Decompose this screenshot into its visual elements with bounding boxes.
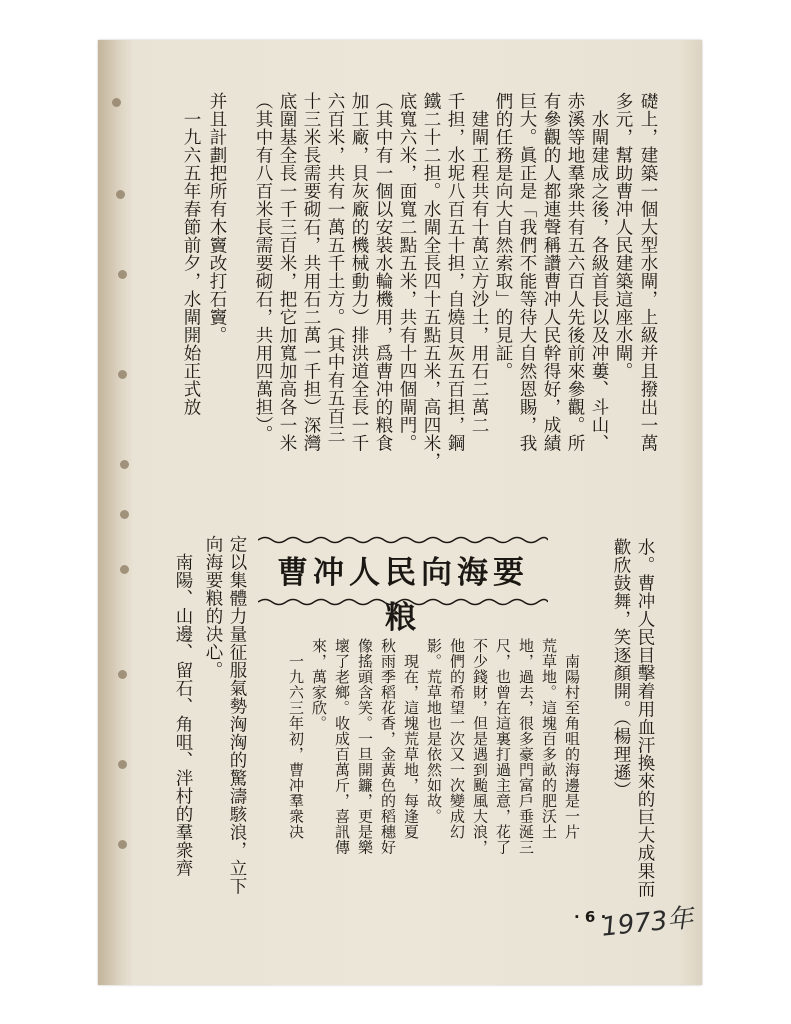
text-column: 并且計劃把所有木竇改打石竇。 [207, 92, 227, 344]
document-page [98, 40, 702, 985]
text-column: 不少錢財，但是遇到颱風大浪， [471, 638, 489, 855]
text-column: 水閘建成之後，各級首長以及冲蔞、斗山、 [589, 92, 609, 452]
text-column: 現在，這塊荒草地，每逢夏 [402, 638, 420, 840]
text-column: 來，萬家欣。 [310, 638, 328, 731]
binding-hole [112, 98, 121, 107]
text-column: 他們的希望一次又一次變成幻 [448, 638, 466, 840]
text-column: 六百米，共有一萬五千土方。（其中有五百三 [325, 92, 345, 444]
text-column: 底寬六米，面寬二點五米，共有十四個閘門。 [397, 92, 417, 452]
text-column: 建閘工程共有十萬立方沙土，用石二萬二 [469, 92, 489, 434]
text-column: 一九六三年初，曹冲羣衆决 [287, 638, 305, 840]
text-column: 一九六五年春節前夕，水閘開始正式放 [181, 92, 201, 416]
text-column: 鐵二十二担。水閘全長四十五點五米，高四米， [421, 92, 441, 470]
article-title: 曹冲人民向海要粮 [277, 555, 529, 636]
text-column: 影。荒草地也是依然如故。 [425, 638, 443, 824]
text-column: 多元，幫助曹冲人民建築這座水閘。 [613, 92, 633, 380]
handwritten-note: 1973年 [599, 903, 695, 943]
binding-hole [120, 565, 129, 574]
text-column: 加工廠，貝灰廠的機械動力）排洪道全長一千 [349, 92, 369, 452]
binding-hole [118, 270, 127, 279]
text-column: 們的任務是向大自然索取」的見証。 [493, 92, 513, 380]
text-column: 向海要粮的决心。 [203, 535, 223, 679]
text-column: 定以集體力量征服氣勢洶洶的驚濤駭浪，立下 [227, 535, 247, 895]
page-number: · 6 · [574, 908, 607, 926]
text-column: 尺，也曾在這裏打過主意，花了 [494, 638, 512, 855]
text-column: 南陽村至角咀的海邊是一片 [563, 638, 581, 840]
text-column: （其中有八百米長需要砌石，共用四萬担）。 [253, 92, 273, 444]
decorative-wave-line [258, 535, 548, 545]
text-column: 地，過去，很多豪門富戶垂涎三 [517, 638, 535, 855]
binding-hole [120, 510, 129, 519]
text-column: 礎上，建築一個大型水閘，上級并且撥出一萬 [638, 92, 658, 452]
binding-hole [118, 840, 127, 849]
binding-hole [118, 370, 127, 379]
text-column: （其中有一個以安裝水輪機用，爲曹冲的粮食 [373, 92, 393, 452]
article-title-block [258, 535, 548, 636]
text-column: 赤溪等地羣衆共有五六百人先後前來參觀。所 [565, 92, 585, 452]
text-column: 壞了老鄉。收成百萬斤，喜訊傳 [333, 638, 351, 855]
text-column: 水。曹冲人民目擊着用血汗換來的巨大成果而 [635, 538, 655, 898]
binding-hole [116, 190, 125, 199]
text-column: 像搖頭含笑。一旦開鐮，更是樂 [356, 638, 374, 855]
text-column: 巨大。眞正是「我們不能等待大自然恩賜，我 [517, 92, 537, 452]
binding-hole [118, 670, 127, 679]
text-column: 底圍基全長一千三百米，把它加寬加高各一米 [277, 92, 297, 452]
text-column: 有參觀的人都連聲稱讚曹冲人民幹得好，成績 [541, 92, 561, 452]
binding-hole [118, 760, 127, 769]
text-column: 歡欣鼓舞，笑逐顏開。（楊理遜） [611, 538, 631, 800]
text-column: 十三米長需要砌石，共用石二萬一千担）深灣 [301, 92, 321, 452]
text-column: 荒草地。這塊百多畝的肥沃土 [540, 638, 558, 840]
text-column: 南陽、山邊、留石、角咀、泮村的羣衆齊 [173, 535, 193, 877]
binding-hole [120, 460, 129, 469]
text-column: 秋雨季稻花香，金黃色的稻穗好 [379, 638, 397, 855]
decorative-wave-line [258, 597, 548, 607]
text-column: 千担，水坭八百五十担，自燒貝灰五百担，鋼 [445, 92, 465, 452]
